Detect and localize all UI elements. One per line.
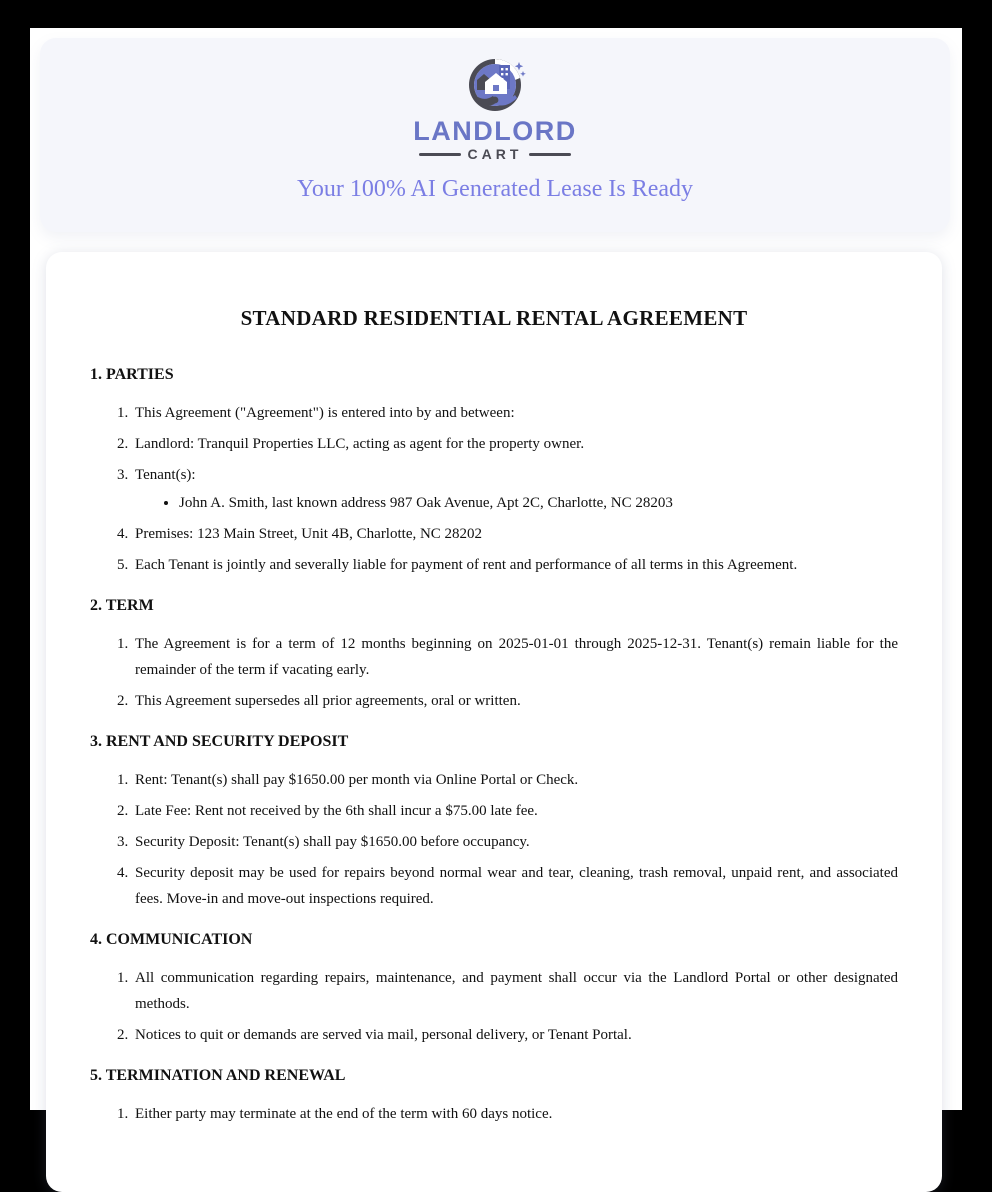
agreement-section [90, 1063, 898, 1127]
clause-text: Security Deposit: Tenant(s) shall pay $1650.00 before occupancy. [135, 834, 530, 850]
clause-text: Notices to quit or demands are served via mail, personal delivery, or Tenant Portal. [135, 1027, 632, 1043]
section-clause-list [114, 767, 898, 912]
clause-text: Premises: 123 Main Street, Unit 4B, Charlotte, NC 28202 [135, 526, 483, 542]
agreement-section [90, 362, 898, 578]
clause-text: The Agreement is for a term of 12 months beginning on 2025-01-01 through 2025-12-31. Tenant(s) remain liable for the remainder of the term if vacating early. [135, 636, 898, 678]
clause-item [132, 798, 898, 824]
section-heading: 2. TERM [90, 597, 154, 614]
clause-item [132, 767, 898, 793]
logo-wordmark: LANDLORD [413, 116, 577, 146]
clause-text: Each Tenant is jointly and severally liable for payment of rent and performance of all terms in this Agreement. [135, 557, 798, 573]
clause-sub-list [165, 490, 898, 516]
clause-text: This Agreement ("Agreement") is entered into by and between: [135, 405, 515, 421]
clause-item [132, 1101, 898, 1127]
agreement-section [90, 927, 898, 1048]
clause-item [132, 400, 898, 426]
section-clause-list [114, 965, 898, 1048]
lease-document-card [46, 252, 942, 1192]
section-heading: 3. RENT AND SECURITY DEPOSIT [90, 733, 349, 750]
clause-item [132, 431, 898, 457]
section-clause-list [114, 1101, 898, 1127]
section-heading: 5. TERMINATION AND RENEWAL [90, 1067, 346, 1084]
clause-item [132, 829, 898, 855]
clause-item [132, 860, 898, 912]
logo-cart-row [419, 146, 572, 162]
clause-item [132, 552, 898, 578]
house-handshake-emblem-icon [463, 56, 527, 116]
agreement-section [90, 593, 898, 714]
section-heading: 4. COMMUNICATION [90, 931, 253, 948]
page-container [30, 28, 962, 1122]
clause-text: Rent: Tenant(s) shall pay $1650.00 per month via Online Portal or Check. [135, 772, 579, 788]
landlord-cart-logo [413, 56, 576, 162]
section-clause-list [114, 400, 898, 578]
document-title: STANDARD RESIDENTIAL RENTAL AGREEMENT [240, 306, 748, 330]
logo-wordmark-sub: CART [467, 146, 523, 163]
clause-item [132, 688, 898, 714]
agreement-section [90, 729, 898, 912]
section-clause-list [114, 631, 898, 714]
clause-text: All communication regarding repairs, maintenance, and payment shall occur via the Landlord Portal or other designated methods. [135, 970, 898, 1012]
header-banner [40, 38, 950, 232]
clause-text: Tenant(s): [135, 467, 196, 483]
clause-text: Landlord: Tranquil Properties LLC, acting as agent for the property owner. [135, 436, 585, 452]
clause-item [132, 462, 898, 516]
clause-item [132, 1022, 898, 1048]
clause-item [132, 965, 898, 1017]
clause-text: This Agreement supersedes all prior agreements, oral or written. [135, 693, 521, 709]
document-sections [90, 362, 898, 1127]
logo-rule-left [419, 153, 461, 156]
lease-ready-subtitle: Your 100% AI Generated Lease Is Ready [296, 176, 694, 203]
clause-sub-item: • John A. Smith, last known address 987 Oak Avenue, Apt 2C, Charlotte, NC 28203 [179, 490, 898, 516]
logo-rule-right [529, 153, 571, 156]
clause-text: Security deposit may be used for repairs beyond normal wear and tear, cleaning, trash removal, unpaid rent, and associated fees. Move-in and move-out inspections required. [135, 865, 898, 907]
clause-text: Either party may terminate at the end of the term with 60 days notice. [135, 1106, 553, 1122]
section-heading: 1. PARTIES [90, 366, 174, 383]
clause-item [132, 521, 898, 547]
clause-item [132, 631, 898, 683]
clause-text: Late Fee: Rent not received by the 6th shall incur a $75.00 late fee. [135, 803, 538, 819]
